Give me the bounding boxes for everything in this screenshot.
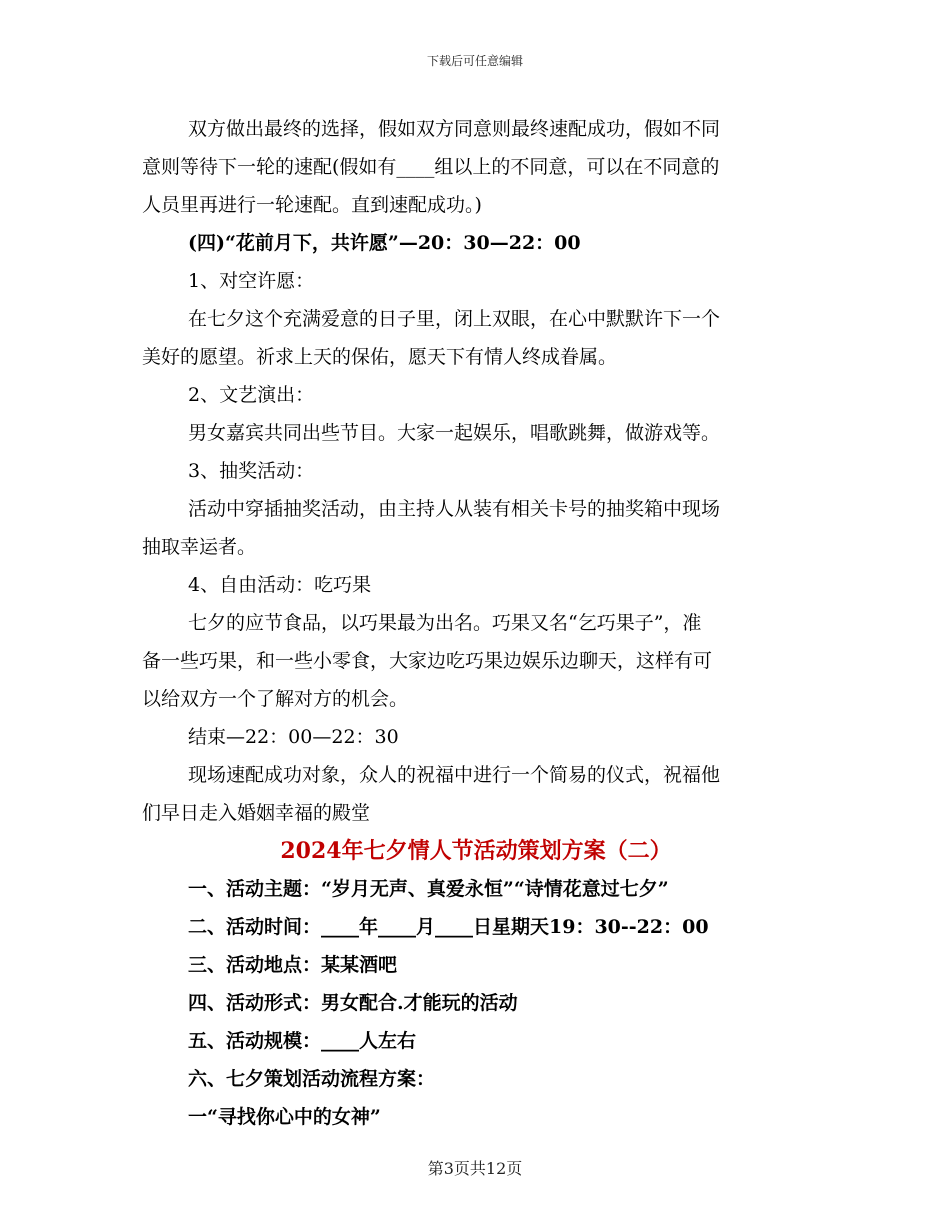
list-item: 五、活动规模：____人左右 [188,1030,417,1052]
page-footer: 第3页共12页 [427,1159,523,1178]
paragraph: 们早日走入婚姻幸福的殿堂 [142,802,371,824]
subheading: 4、自由活动：吃巧果 [188,574,372,596]
paragraph: 美好的愿望。祈求上天的保佑，愿天下有情人终成眷属。 [142,346,618,368]
list-item: 六、七夕策划活动流程方案： [188,1068,436,1090]
list-item: 三、活动地点：某某酒吧 [188,954,398,976]
list-item: 一、活动主题：“岁月无声、真爱永恒”“诗情花意过七夕” [188,878,669,900]
paragraph: 人员里再进行一轮速配。直到速配成功。) [142,194,482,216]
subheading: 1、对空许愿： [188,270,315,292]
paragraph: 七夕的应节食品，以巧果最为出名。巧果又名“乞巧果子”，准 [188,612,702,634]
paragraph: 备一些巧果，和一些小零食，大家边吃巧果边娱乐边聊天，这样有可 [142,650,713,672]
list-item: 一“寻找你心中的女神” [188,1106,381,1128]
paragraph: 在七夕这个充满爱意的日子里，闭上双眼，在心中默默许下一个 [188,308,721,330]
document-title: 2024年七夕情人节活动策划方案（二） [280,838,672,864]
paragraph: 抽取幸运者。 [142,536,257,558]
list-item: 四、活动形式：男女配合.才能玩的活动 [188,992,518,1014]
subheading: 2、文艺演出： [188,384,315,406]
section-heading: (四)“花前月下，共许愿”—20：30—22：00 [188,232,581,254]
paragraph: 男女嘉宾共同出些节目。大家一起娱乐，唱歌跳舞，做游戏等。 [188,422,721,444]
list-item: 二、活动时间：____年____月____日星期天19：30--22：00 [188,916,709,938]
subheading: 3、抽奖活动： [188,460,315,482]
page-content [142,110,802,1136]
paragraph: 结束—22：00—22：30 [188,726,399,748]
paragraph: 双方做出最终的选择，假如双方同意则最终速配成功，假如不同 [188,118,721,140]
paragraph: 活动中穿插抽奖活动，由主持人从装有相关卡号的抽奖箱中现场 [188,498,721,520]
paragraph: 现场速配成功对象，众人的祝福中进行一个简易的仪式，祝福他 [188,764,721,786]
paragraph: 意则等待下一轮的速配(假如有____组以上的不同意，可以在不同意的 [142,156,720,178]
paragraph: 以给双方一个了解对方的机会。 [142,688,409,710]
page-header: 下载后可任意编辑 [426,54,523,68]
